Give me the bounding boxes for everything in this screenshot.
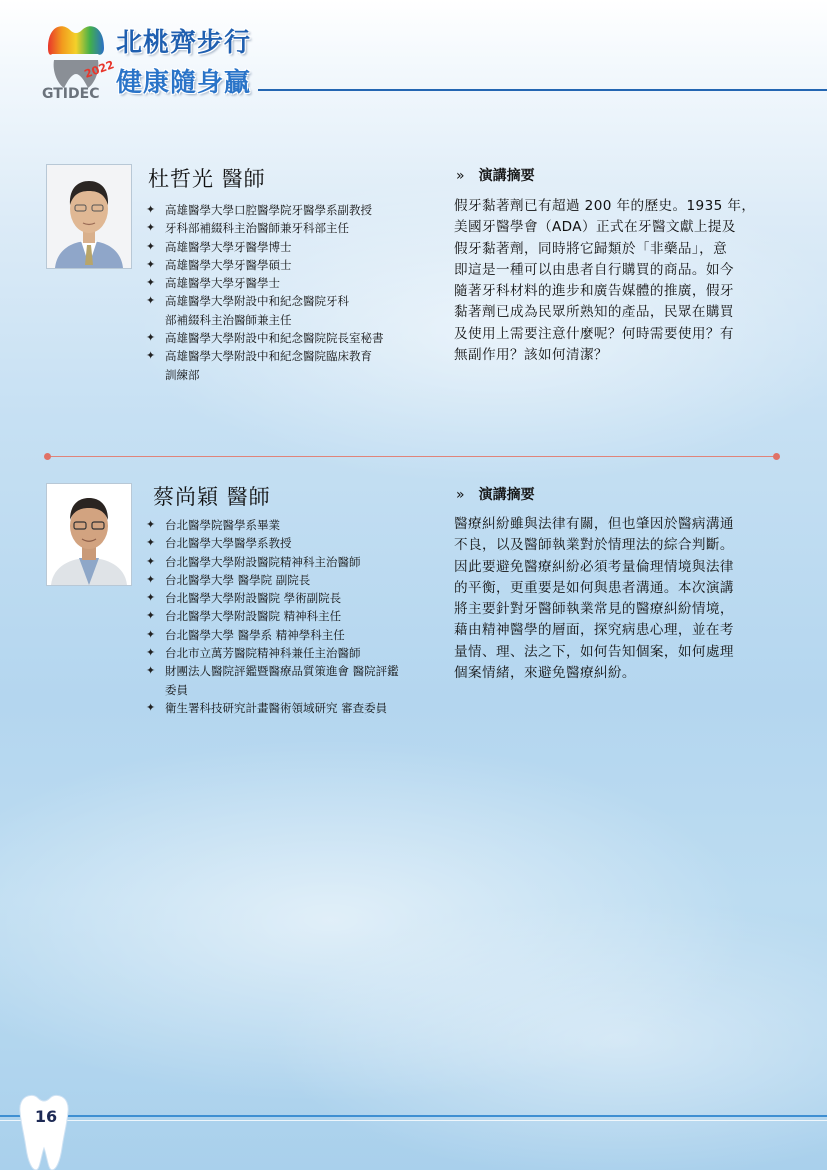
speaker2-credentials — [146, 516, 399, 717]
bullet-icon: ✦ — [146, 627, 156, 641]
list-item: ✦ 牙科部補綴科主治醫師兼牙科部主任 — [146, 219, 384, 237]
footer-rule — [0, 1115, 827, 1117]
list-item: ✦ 台北醫學大學 醫學系 精神學科主任 — [146, 626, 399, 644]
gtidec-logo — [40, 14, 116, 102]
list-item: ✦ 高雄醫學大學附設中和紀念醫院牙科 — [146, 292, 384, 310]
speaker1-credentials — [146, 201, 384, 384]
bullet-icon: ✦ — [146, 221, 156, 235]
bullet-icon: ✦ — [146, 518, 156, 531]
section-divider — [48, 456, 776, 457]
bullet-icon: ✦ — [146, 591, 156, 605]
list-item-continuation: 部補綴科主治醫師兼主任 — [165, 312, 292, 327]
list-item: ✦ 財團法人醫院評鑑暨醫療品質策進會 醫院評鑑 — [146, 662, 399, 680]
bullet-icon: ✦ — [146, 331, 156, 345]
list-item: ✦ 衛生署科技研究計畫醫術領域研究 審查委員 — [146, 699, 399, 717]
bullet-icon: ✦ — [146, 700, 156, 714]
list-item: ✦ 高雄醫學大學附設中和紀念醫院臨床教育 — [146, 347, 384, 365]
tooth-icon — [14, 1090, 74, 1170]
speaker1-abstract: 假牙黏著劑已有超過 200 年的歷史。1935 年， 美國牙醫學會（ADA）正式在牙醫文獻上提及 假牙黏著劑，同時將它歸類於「非藥品」，意 即這是一種可以由患者自行購買的商品。如今 隨著牙科材料的進步和廣告媒體的推廣，假牙 黏著劑已成為民眾所熟知的產品，民眾在購買 及使用上需要注意什麼呢？何時需要使用？有 無副作用？該如何清潔？ — [454, 198, 756, 364]
bullet-icon: ✦ — [146, 572, 156, 586]
speaker1-photo — [46, 164, 132, 269]
list-item-continuation: 訓練部 — [165, 367, 200, 382]
speaker1-abstract-heading: » 演講摘要 — [456, 168, 535, 184]
list-item: ✦ 台北市立萬芳醫院精神科兼任主治醫師 — [146, 644, 399, 662]
page-number: 16 — [34, 1107, 58, 1126]
bullet-icon: ✦ — [146, 349, 156, 363]
divider-dot-left — [44, 453, 51, 460]
list-item: ✦ 台北醫學大學附設醫院精神科主治醫師 — [146, 553, 399, 571]
list-item: ✦ 台北醫學大學附設醫院 學術副院長 — [146, 589, 399, 607]
list-item: ✦ 高雄醫學大學附設中和紀念醫院院長室秘書 — [146, 329, 384, 347]
divider-dot-right — [773, 453, 780, 460]
bullet-icon: ✦ — [146, 294, 156, 308]
speaker2-abstract: 醫療糾紛雖與法律有關，但也肇因於醫病溝通 不良，以及醫師執業對於情理法的綜合判斷。 因此要避免醫療糾紛必須考量倫理情境與法律 的平衡，更重要是如何與患者溝通。本次演講 將主要針對牙醫師執業常見的醫療糾紛情境， 藉由精神醫學的層面，探究病患心理，並在考 量情、理、法之下，如何告知個案，如何處理 個案情緒，來避免醫療糾紛。 — [454, 516, 734, 682]
list-item: ✦ 台北醫學大學附設醫院 精神科主任 — [146, 607, 399, 625]
chevron-right-icon: » — [456, 168, 465, 184]
speaker2-name: 蔡尚穎 醫師 — [153, 485, 271, 509]
bullet-icon: ✦ — [146, 536, 156, 550]
list-item: ✦ 高雄醫學大學牙醫學碩士 — [146, 256, 384, 274]
bullet-icon: ✦ — [146, 646, 156, 660]
footer-rule-highlight — [0, 1120, 827, 1121]
list-item-continuation: 委員 — [165, 682, 188, 697]
bullet-icon: ✦ — [146, 203, 156, 216]
list-item: ✦ 台北醫學大學 醫學院 副院長 — [146, 571, 399, 589]
list-item: ✦ 高雄醫學大學牙醫學博士 — [146, 238, 384, 256]
bullet-icon: ✦ — [146, 257, 156, 271]
speaker1-name: 杜哲光 醫師 — [148, 167, 266, 191]
bullet-icon: ✦ — [146, 276, 156, 290]
list-item: ✦ 高雄醫學大學牙醫學士 — [146, 274, 384, 292]
bullet-icon: ✦ — [146, 664, 156, 678]
list-item: ✦ 台北醫學大學醫學系教授 — [146, 534, 399, 552]
speaker2-abstract-heading: » 演講摘要 — [456, 487, 535, 503]
list-item: ✦ 台北醫學院醫學系畢業 — [146, 516, 399, 534]
header-title-line1: 北桃齊步行 — [116, 28, 252, 58]
speaker2-photo — [46, 483, 132, 586]
bullet-icon: ✦ — [146, 609, 156, 623]
header-rule — [258, 89, 827, 91]
svg-text:2022: 2022 — [82, 58, 116, 81]
page-header — [0, 0, 827, 100]
bullet-icon: ✦ — [146, 554, 156, 568]
bullet-icon: ✦ — [146, 239, 156, 253]
chevron-right-icon: » — [456, 487, 465, 503]
svg-text:GTIDEC: GTIDEC — [42, 86, 100, 102]
list-item: ✦ 高雄醫學大學口腔醫學院牙醫學系副教授 — [146, 201, 384, 219]
header-title-line2: 健康隨身贏 — [116, 68, 252, 98]
